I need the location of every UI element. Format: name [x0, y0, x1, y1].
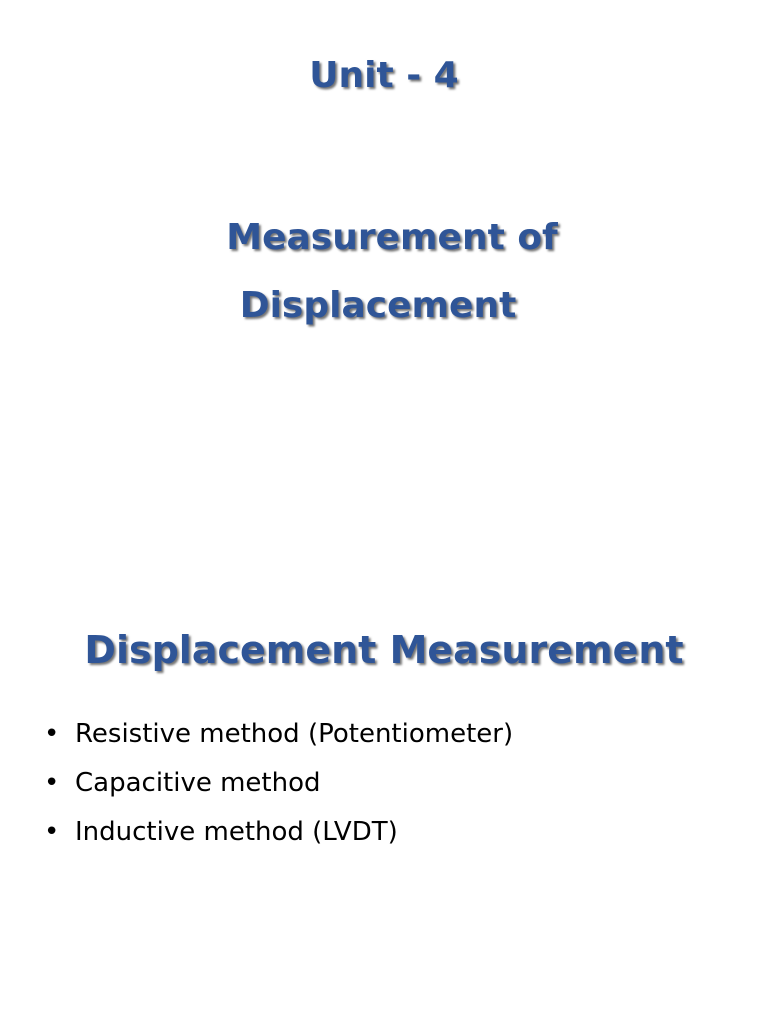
list-item	[44, 710, 513, 759]
main-title-line-2: Displacement	[239, 285, 517, 326]
method-list	[44, 710, 513, 857]
list-item-text: Resistive method (Potentiometer)	[75, 719, 514, 749]
list-item	[44, 808, 513, 857]
bullet-icon: •	[44, 719, 60, 749]
bullet-icon: •	[44, 817, 60, 847]
list-item-text: Capacitive method	[75, 768, 321, 798]
unit-title: Unit - 4	[309, 55, 459, 96]
main-title-line-1: Measurement of	[226, 217, 558, 258]
list-item-text: Inductive method (LVDT)	[75, 817, 398, 847]
bullet-icon: •	[44, 768, 60, 798]
list-item	[44, 759, 513, 808]
slide-displacement-measurement	[0, 512, 768, 1024]
section-title: Displacement Measurement	[84, 628, 684, 672]
